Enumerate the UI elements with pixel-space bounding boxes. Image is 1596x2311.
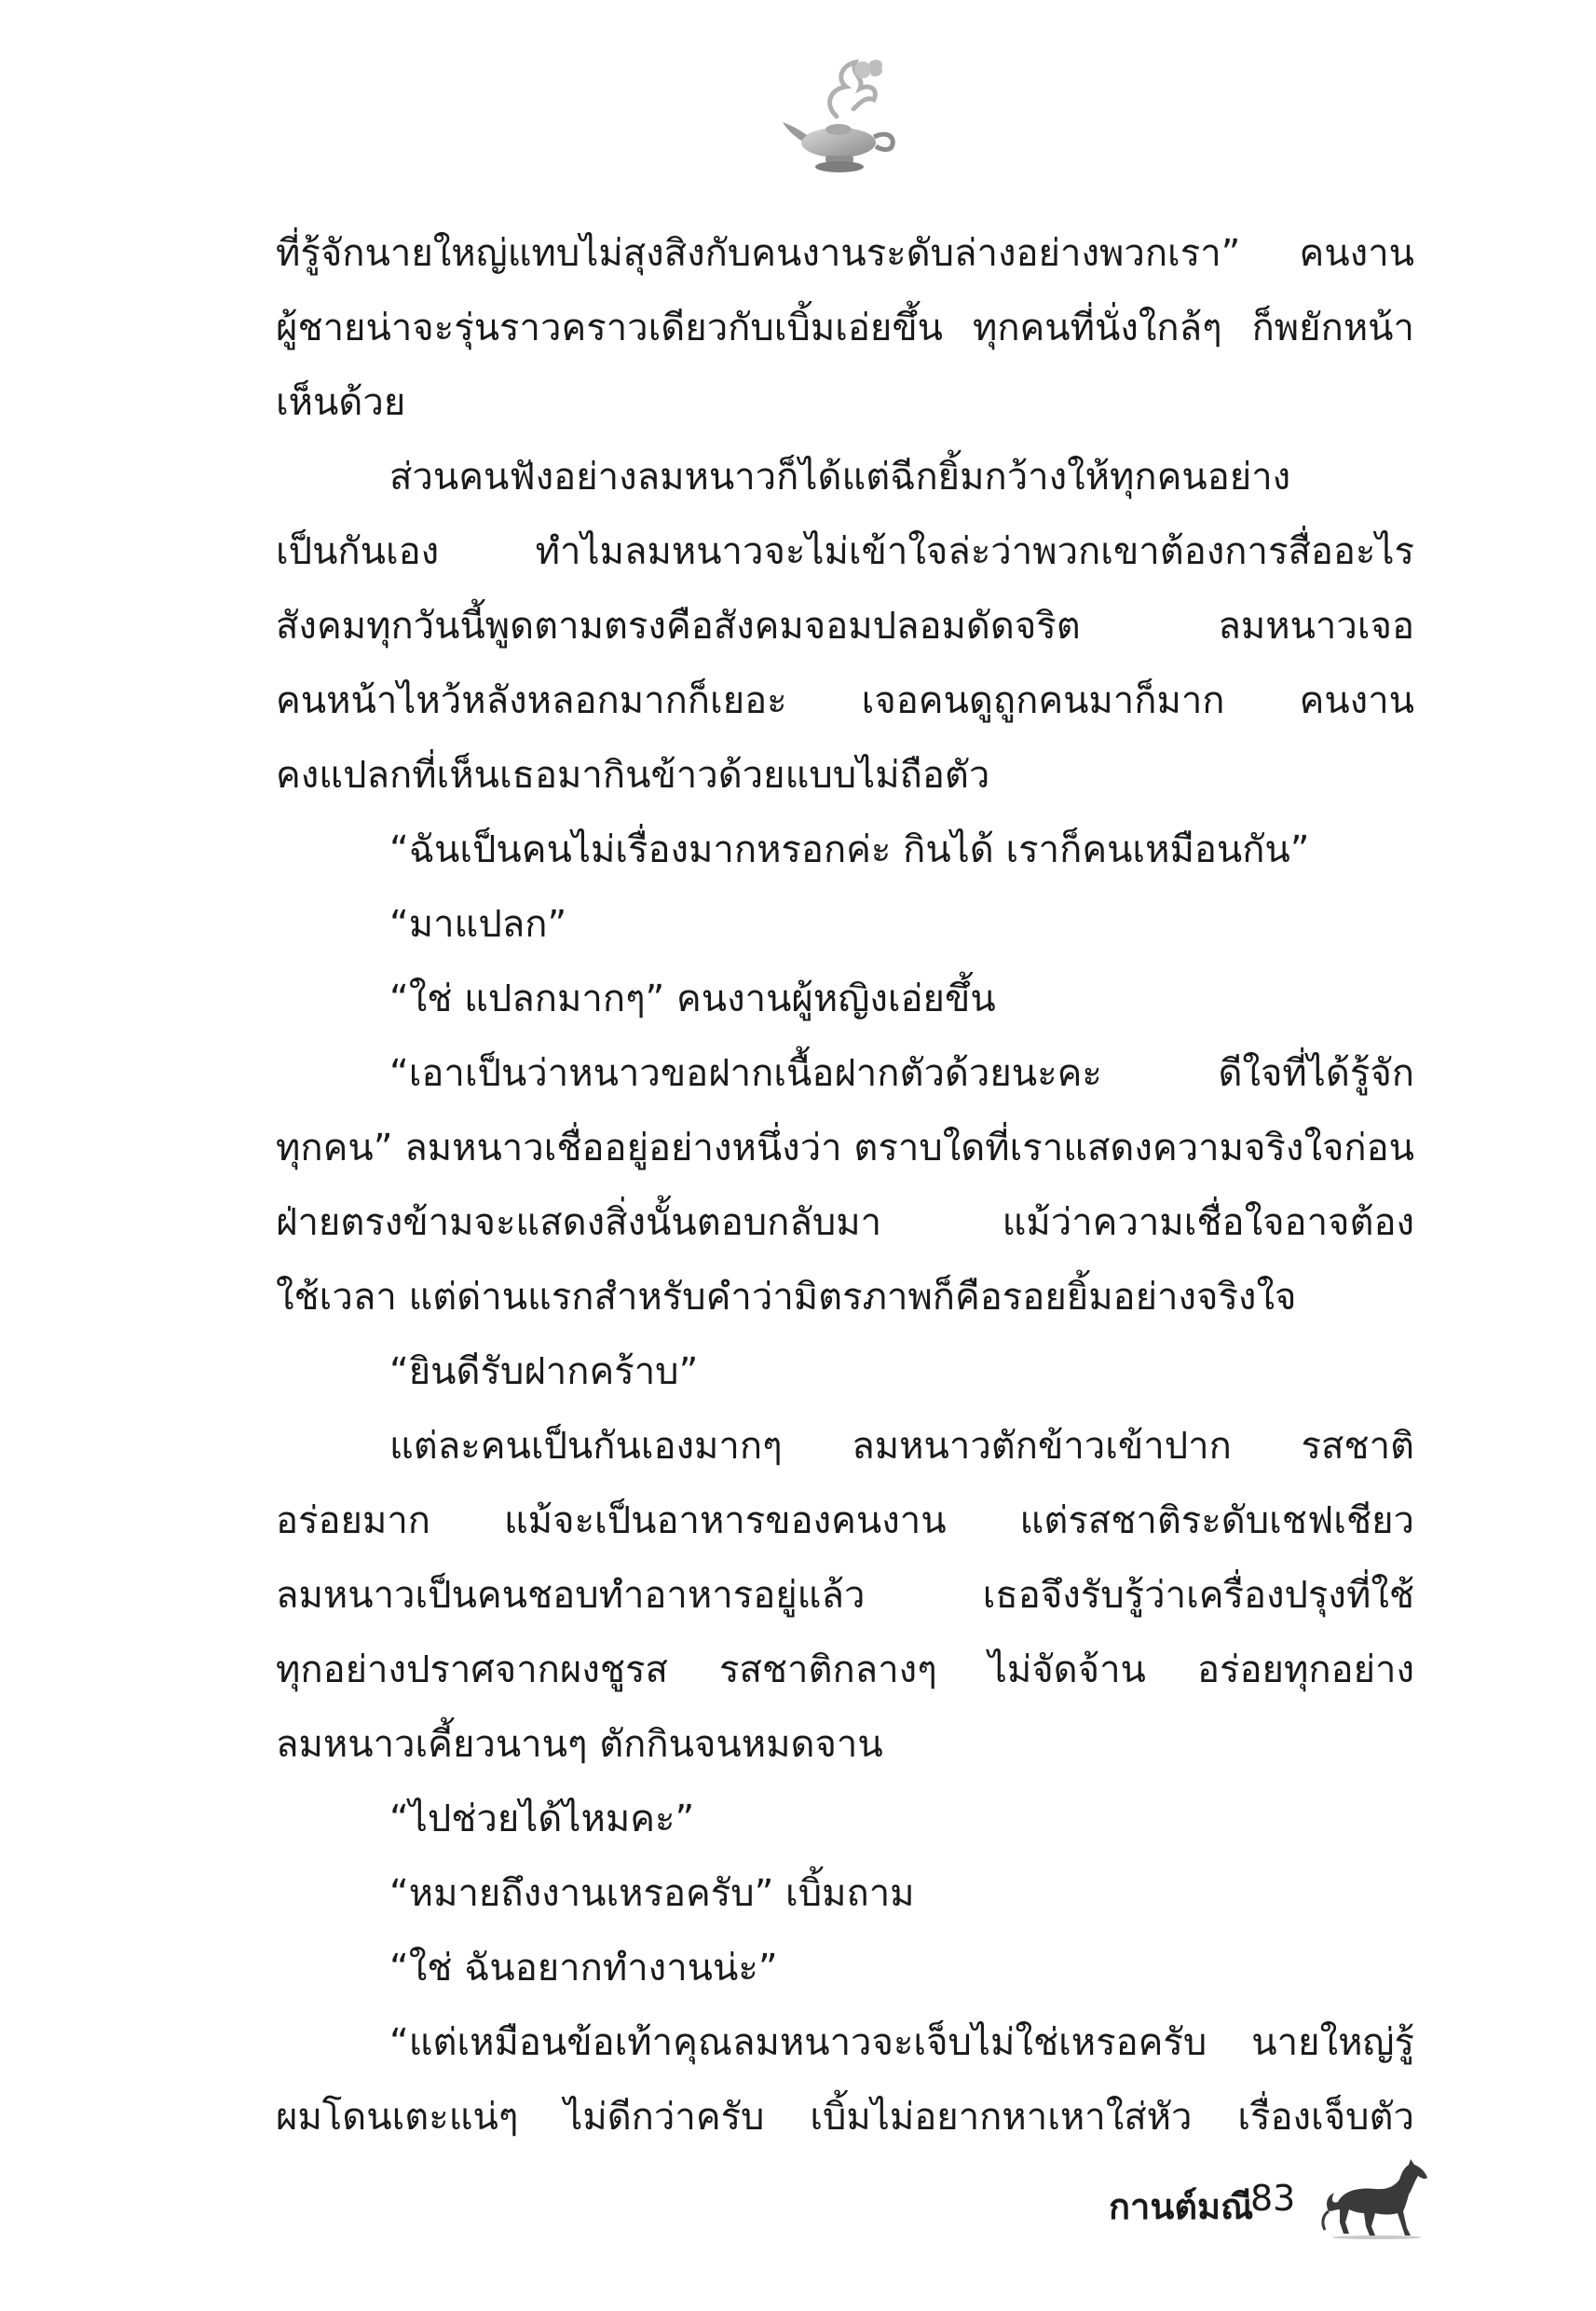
- text-line: คนหน้าไหว้หลังหลอกมากก็เยอะ เจอคนดูถูกคนมาก็มาก คนงาน: [276, 679, 1414, 722]
- text-line: สังคมทุกวันนี้พูดตามตรงคือสังคมจอมปลอมดัดจริต ลมหนาวเจอ: [276, 605, 1414, 648]
- text-line: “ฉันเป็นคนไม่เรื่องมากหรอกค่ะ กินได้ เราก็คนเหมือนกัน”: [389, 828, 1310, 871]
- horse-icon: [1321, 2157, 1431, 2239]
- text-line: เห็นด้วย: [276, 381, 406, 424]
- text-line: ทุกคน” ลมหนาวเชื่ออยู่อย่างหนึ่งว่า ตราบใดที่เราแสดงความจริงใจก่อน: [276, 1127, 1414, 1169]
- text-line: “เอาเป็นว่าหนาวขอฝากเนื้อฝากตัวด้วยนะคะ ดีใจที่ได้รู้จัก: [389, 1052, 1414, 1095]
- text-line: ลมหนาวเป็นคนชอบทำอาหารอยู่แล้ว เธอจึงรับรู้ว่าเครื่องปรุงที่ใช้: [276, 1574, 1414, 1617]
- text-line: คงแปลกที่เห็นเธอมากินข้าวด้วยแบบไม่ถือตัว: [276, 754, 990, 797]
- text-line: แต่ละคนเป็นกันเองมากๆ ลมหนาวตักข้าวเข้าปาก รสชาติ: [389, 1425, 1414, 1468]
- text-line: ผมโดนเตะแน่ๆ ไม่ดีกว่าครับ เบิ้มไม่อยากหาเหาใส่หัว เรื่องเจ็บตัว: [276, 2096, 1414, 2139]
- text-line: “แต่เหมือนข้อเท้าคุณลมหนาวจะเจ็บไม่ใช่เหรอครับ นายใหญ่รู้: [389, 2021, 1414, 2064]
- text-line: ที่รู้จักนายใหญ่แทบไม่สุงสิงกับคนงานระดับล่างอย่างพวกเรา” คนงาน: [276, 232, 1414, 275]
- text-line: “ใช่ แปลกมากๆ” คนงานผู้หญิงเอ่ยขึ้น: [389, 978, 996, 1020]
- text-line: “ไปช่วยได้ไหมคะ”: [389, 1798, 695, 1840]
- text-line: “มาแปลก”: [389, 903, 567, 946]
- text-line: ผู้ชายน่าจะรุ่นราวคราวเดียวกับเบิ้มเอ่ยขึ้น ทุกคนที่นั่งใกล้ๆ ก็พยักหน้า: [276, 307, 1414, 349]
- page-footer: [0, 2157, 1596, 2241]
- text-line: เป็นกันเอง ทำไมลมหนาวจะไม่เข้าใจล่ะว่าพวกเขาต้องการสื่ออะไร: [276, 530, 1414, 573]
- book-title: กานต์มณี: [1109, 2186, 1254, 2227]
- page-number: 83: [1250, 2178, 1296, 2219]
- text-line: ลมหนาวเคี้ยวนานๆ ตักกินจนหมดจาน: [276, 1723, 883, 1766]
- text-line: อร่อยมาก แม้จะเป็นอาหารของคนงาน แต่รสชาติระดับเชฟเชียว: [276, 1499, 1414, 1542]
- text-line: “หมายถึงงานเหรอครับ” เบิ้มถาม: [389, 1872, 915, 1915]
- text-line: “ใช่ ฉันอยากทำงานน่ะ”: [389, 1947, 778, 1990]
- text-line: ส่วนคนฟังอย่างลมหนาวก็ได้แต่ฉีกยิ้มกว้างให้ทุกคนอย่าง: [389, 456, 1291, 499]
- genie-lamp-icon: [781, 51, 902, 177]
- text-line: ใช้เวลา แต่ด่านแรกสำหรับคำว่ามิตรภาพก็คือรอยยิ้มอย่างจริงใจ: [276, 1276, 1297, 1319]
- text-line: ฝ่ายตรงข้ามจะแสดงสิ่งนั้นตอบกลับมา แม้ว่าความเชื่อใจอาจต้อง: [276, 1201, 1414, 1244]
- body-text: [276, 216, 1414, 2154]
- text-line: “ยินดีรับฝากคร้าบ”: [389, 1350, 699, 1393]
- text-line: ทุกอย่างปราศจากผงชูรส รสชาติกลางๆ ไม่จัดจ้าน อร่อยทุกอย่าง: [276, 1648, 1414, 1691]
